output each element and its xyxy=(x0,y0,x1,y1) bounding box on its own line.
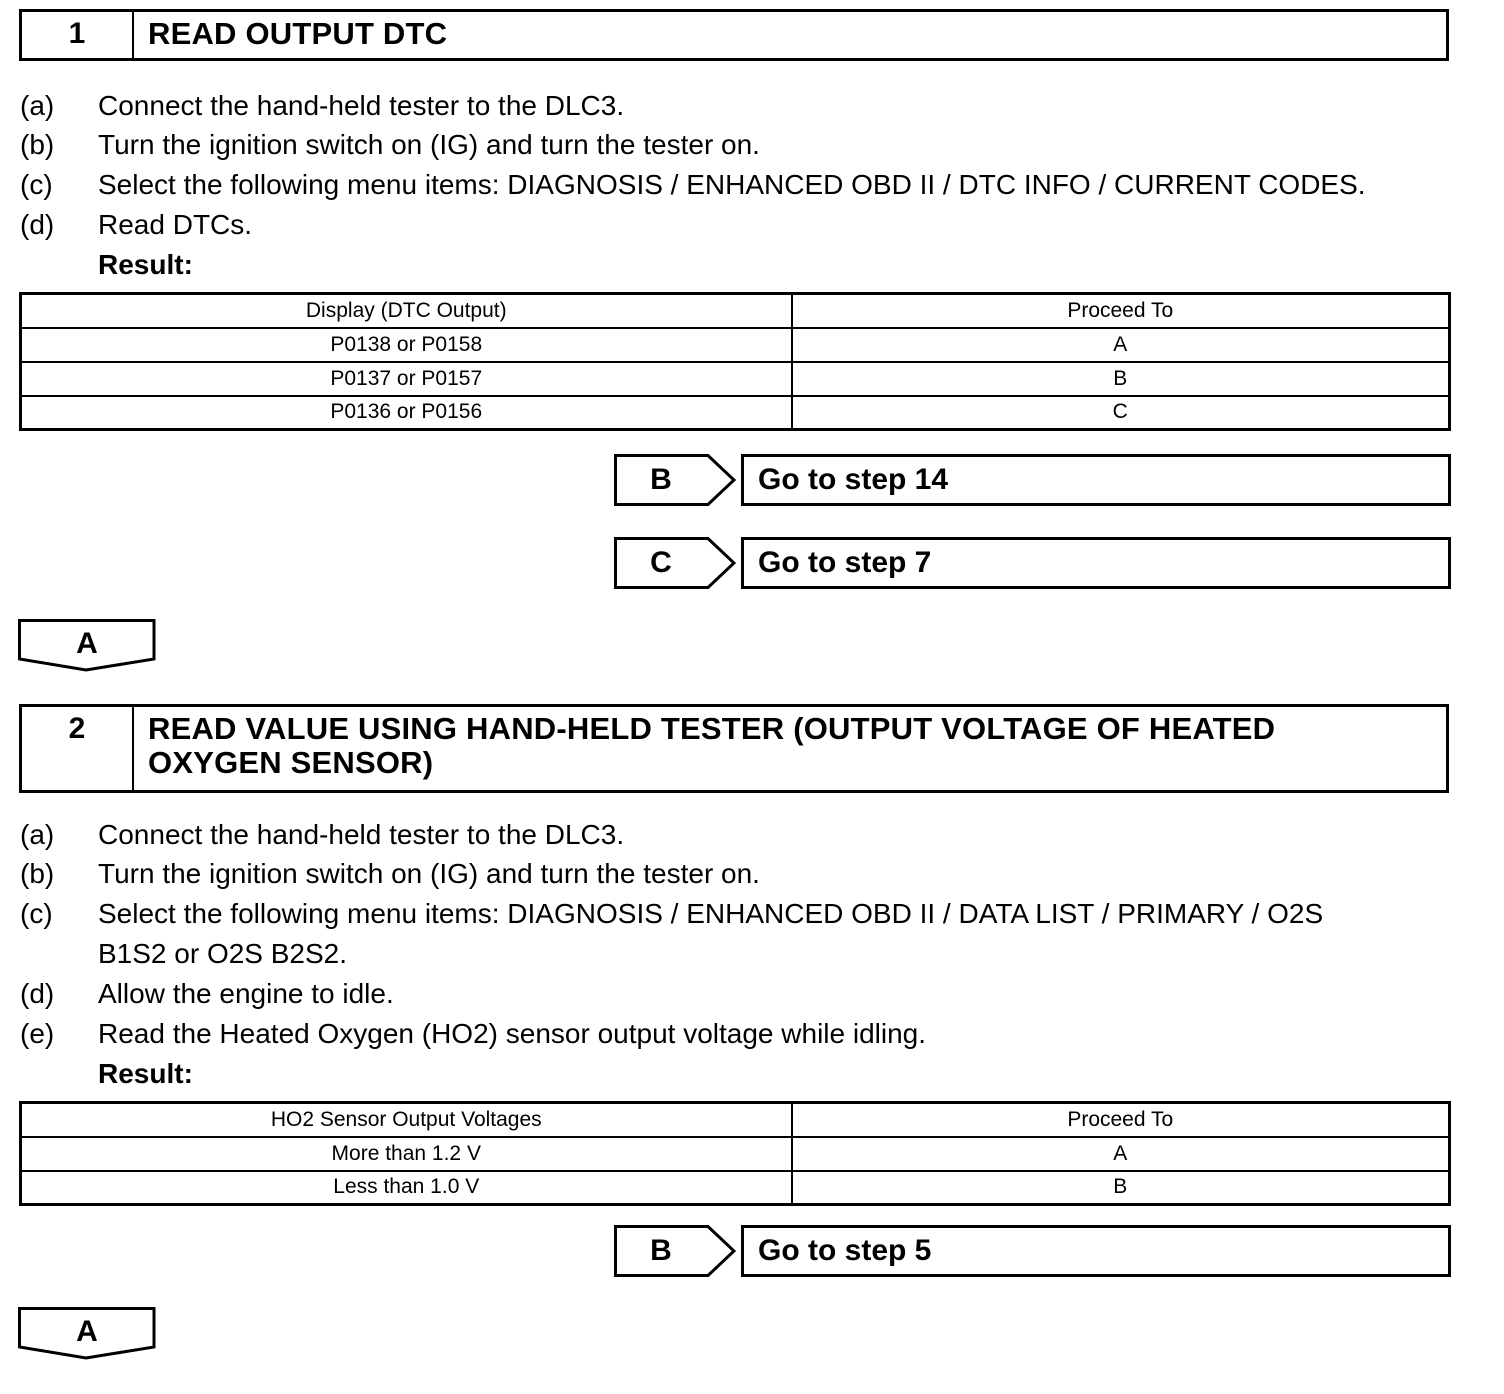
instruction-text: Connect the hand-held tester to the DLC3. xyxy=(98,90,625,121)
instruction-label: (c) xyxy=(20,898,53,929)
result-label: Result: xyxy=(98,1058,193,1089)
step-number: 1 xyxy=(22,12,134,58)
goto-letter: B xyxy=(650,463,672,496)
table-header-row xyxy=(21,1103,1450,1137)
goto-letter: B xyxy=(650,1234,672,1267)
instruction-text: Read DTCs. xyxy=(98,209,253,240)
instruction-label: (b) xyxy=(20,858,55,889)
table-row xyxy=(21,396,1450,430)
result-label: Result: xyxy=(98,249,193,280)
instruction-text: Turn the ignition switch on (IG) and turn the tester on. xyxy=(98,858,760,889)
instruction-label: (e) xyxy=(20,1018,55,1049)
table-header-cell: Display (DTC Output) xyxy=(21,294,792,328)
table-row xyxy=(21,1171,1450,1205)
goto-letter: C xyxy=(650,546,672,579)
table-row xyxy=(21,1137,1450,1171)
step-title-line: OXYGEN SENSOR) xyxy=(148,745,434,780)
continue-a-tab[interactable] xyxy=(18,1307,156,1361)
instruction-text: Connect the hand-held tester to the DLC3. xyxy=(98,819,625,850)
continue-letter: A xyxy=(76,627,98,660)
instruction-label: (d) xyxy=(20,978,55,1009)
instruction-text: Select the following menu items: DIAGNOSIS / ENHANCED OBD II / DATA LIST / PRIMARY / O2S xyxy=(98,898,1324,929)
step-number: 2 xyxy=(22,707,134,790)
instruction-text: Select the following menu items: DIAGNOSIS / ENHANCED OBD II / DTC INFO / CURRENT CODES. xyxy=(98,169,1366,200)
step-title xyxy=(134,707,1446,790)
continue-a-tab[interactable] xyxy=(18,619,156,673)
instruction-text: Read the Heated Oxygen (HO2) sensor output voltage while idling. xyxy=(98,1018,927,1049)
table-cell: P0138 or P0158 xyxy=(21,328,792,362)
table-cell: More than 1.2 V xyxy=(21,1137,792,1171)
step-1-header xyxy=(19,9,1449,61)
instruction-label: (b) xyxy=(20,129,55,160)
table-cell: P0137 or P0157 xyxy=(21,362,792,396)
instruction-label: (a) xyxy=(20,819,55,850)
table-row xyxy=(21,362,1450,396)
continue-letter: A xyxy=(76,1315,98,1348)
goto-arrow-b[interactable] xyxy=(614,454,736,506)
dtc-result-table xyxy=(19,292,1451,431)
instruction-text: Allow the engine to idle. xyxy=(98,978,394,1009)
goto-step-box[interactable]: Go to step 5 xyxy=(741,1225,1451,1277)
step-title: READ OUTPUT DTC xyxy=(148,16,448,51)
instruction-text: B1S2 or O2S B2S2. xyxy=(98,938,348,969)
step-title-line: READ VALUE USING HAND-HELD TESTER (OUTPUT VOLTAGE OF HEATED xyxy=(148,711,1276,746)
goto-step-box[interactable]: Go to step 14 xyxy=(741,454,1451,506)
table-cell: Less than 1.0 V xyxy=(21,1171,792,1205)
instruction-label: (c) xyxy=(20,169,53,200)
goto-step-box[interactable]: Go to step 7 xyxy=(741,537,1451,589)
table-cell: C xyxy=(792,396,1450,430)
instruction-label: (a) xyxy=(20,90,55,121)
table-cell: B xyxy=(792,362,1450,396)
instruction-label: (d) xyxy=(20,209,55,240)
table-cell: A xyxy=(792,1137,1450,1171)
table-header-cell: Proceed To xyxy=(792,1103,1450,1137)
table-cell: A xyxy=(792,328,1450,362)
table-cell: B xyxy=(792,1171,1450,1205)
ho2-result-table xyxy=(19,1101,1451,1206)
table-header-cell: Proceed To xyxy=(792,294,1450,328)
table-header-cell: HO2 Sensor Output Voltages xyxy=(21,1103,792,1137)
goto-arrow-c[interactable] xyxy=(614,537,736,589)
table-cell: P0136 or P0156 xyxy=(21,396,792,430)
table-row xyxy=(21,328,1450,362)
table-header-row xyxy=(21,294,1450,328)
goto-arrow-b[interactable] xyxy=(614,1225,736,1277)
instruction-text: Turn the ignition switch on (IG) and turn the tester on. xyxy=(98,129,760,160)
step-2-header xyxy=(19,704,1449,793)
